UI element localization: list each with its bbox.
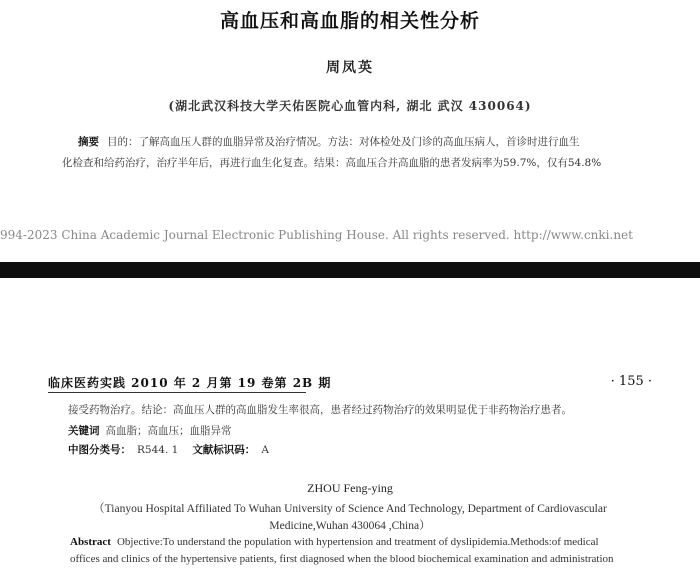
english-abstract-label: Abstract	[70, 536, 111, 548]
header-underline	[48, 392, 306, 393]
paper-title: 高血压和高血脂的相关性分析	[219, 10, 480, 32]
english-abstract-line-2: offices and clinics of the hypertensive patients, first diagnosed when the blood biochemical examination and administration	[70, 553, 614, 565]
english-affiliation-line-1: （Tianyou Hospital Affiliated To Wuhan University of Science And Technology, Department of Cardiovascular	[93, 503, 607, 515]
page-separator	[0, 262, 700, 278]
abstract-line-1	[62, 132, 632, 153]
doc-code-value: A	[261, 444, 269, 456]
english-author: ZHOU Feng-ying	[307, 481, 393, 495]
doc-code-label: 文献标识码：	[192, 444, 256, 456]
english-abstract-line-1	[70, 536, 670, 548]
keywords-text: 高血脂；高血压；血脂异常	[105, 425, 232, 437]
top-page-fragment	[0, 0, 700, 262]
clc-label: 中图分类号：	[68, 444, 131, 456]
classification-line	[68, 442, 269, 457]
abstract-continuation: 接受药物治疗。结论：高血压人群的高血脂发生率很高，患者经过药物治疗的效果明显优于非药物治疗患者。	[68, 404, 572, 416]
chinese-abstract	[62, 132, 632, 174]
abstract-line-2: 化检查和给药治疗，治疗半年后，再进行血生化复查。结果：高血压合并高血脂的患者发病率为59.7%，仅有54.8%	[62, 157, 602, 169]
author-affiliation: (湖北武汉科技大学天佑医院心血管内科, 湖北 武汉 430064)	[168, 99, 532, 113]
journal-header-text: 临床医药实践 2010 年 2 月第 19 卷第 2B 期	[48, 376, 332, 390]
keywords-line	[68, 423, 232, 438]
page-number: · 155 ·	[610, 374, 652, 389]
journal-header	[48, 374, 652, 392]
english-abstract-text-1: Objective:To understand the population with hypertension and treatment of dyslipidemia.Methods:of medical	[116, 536, 599, 548]
bottom-page-fragment	[0, 278, 700, 571]
author-name: 周凤英	[326, 60, 374, 76]
clc-value: R544. 1	[137, 444, 179, 456]
english-affiliation-line-2: Medicine,Wuhan 430064 ,China）	[269, 520, 431, 532]
abstract-label: 摘要	[78, 136, 99, 148]
keywords-label: 关键词	[68, 425, 100, 437]
copyright-watermark: 994-2023 China Academic Journal Electronic Publishing House. All rights reserved. http://www.cnki.net	[0, 228, 633, 242]
abstract-text-1: 目的：了解高血压人群的血脂异常及治疗情况。方法：对体检处及门诊的高血压病人，首诊时进行血生	[107, 136, 580, 148]
